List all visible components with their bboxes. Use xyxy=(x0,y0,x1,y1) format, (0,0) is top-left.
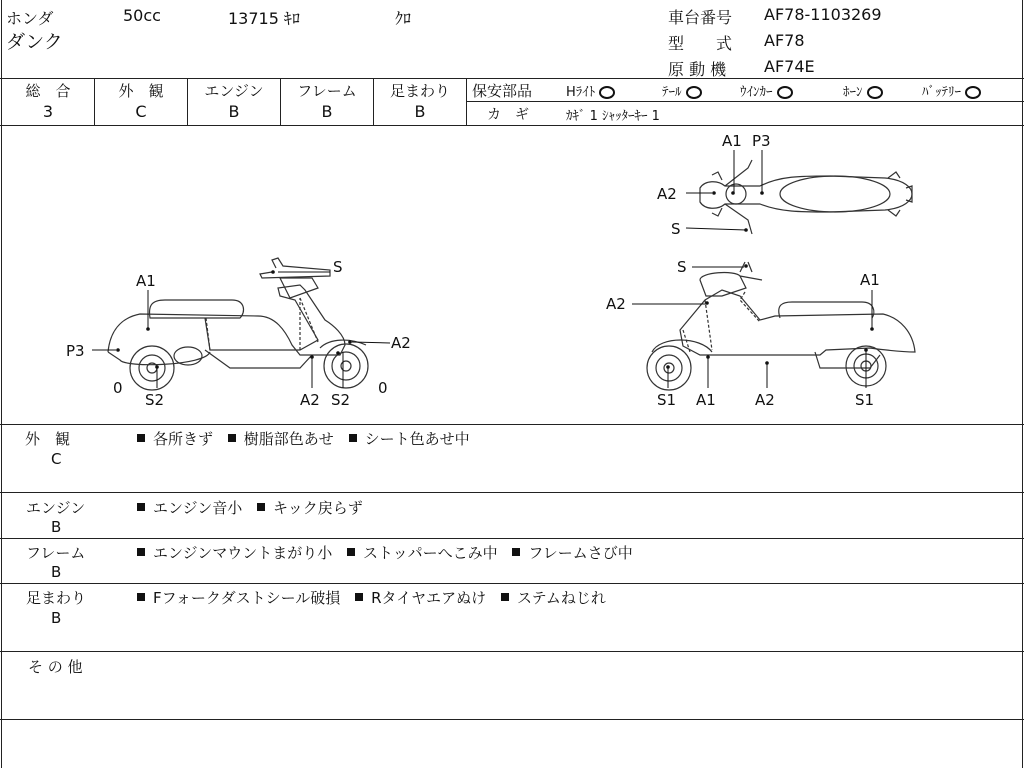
note-list xyxy=(137,587,616,608)
safety-item-horn: ﾎｰﾝ xyxy=(843,81,883,100)
marker-label: S2 xyxy=(145,391,165,409)
marker-label: A1 xyxy=(696,391,716,409)
divider xyxy=(0,583,1024,584)
marker-label: A2 xyxy=(391,334,411,352)
marker-label: 0 xyxy=(113,379,123,397)
check-circle-icon xyxy=(686,86,702,99)
marker-label: P3 xyxy=(66,342,85,360)
note-item: フレームさび中 xyxy=(512,544,632,562)
marker-label: S xyxy=(671,220,681,238)
note-item: キック戻らず xyxy=(257,499,363,517)
mileage: 13715 ｷﾛ xyxy=(228,9,300,28)
note-item: エンジン音小 xyxy=(137,499,242,517)
key-value: ｶｷﾞ 1 ｼｬｯﾀｰｷｰ 1 xyxy=(566,109,660,124)
grade-label-total: 総 合 xyxy=(25,82,71,100)
safety-item-winker: ｳｲﾝｶｰ xyxy=(740,81,793,100)
divider xyxy=(0,424,1024,425)
divider xyxy=(467,101,1024,102)
divider xyxy=(0,78,1024,79)
divider xyxy=(466,78,467,125)
grade-value-suspension: B xyxy=(414,102,426,121)
engine: AF74E xyxy=(764,57,815,76)
safety-item-tail: ﾃｰﾙ xyxy=(662,81,702,100)
type-label: 型 式 xyxy=(668,34,733,53)
note-list xyxy=(137,428,480,449)
bullet-square-icon xyxy=(137,548,145,556)
maker: ホンダ xyxy=(6,9,54,28)
grade-value-total: 3 xyxy=(42,102,54,121)
section-label: そ の 他 xyxy=(28,658,83,676)
scooter-top-view xyxy=(700,160,912,234)
grade-label-engine: エンジン xyxy=(204,82,264,100)
section-label: 足まわり xyxy=(26,589,87,607)
note-item: Fフォークダストシール破損 xyxy=(137,589,340,607)
note-item: ストッパーへこみ中 xyxy=(347,544,498,562)
bullet-square-icon xyxy=(228,434,236,442)
grade-value-frame: B xyxy=(321,102,333,121)
bullet-square-icon xyxy=(347,548,355,556)
marker-label: S xyxy=(677,258,687,276)
marker-label: A2 xyxy=(657,185,677,203)
marker-label: A2 xyxy=(755,391,775,409)
bullet-square-icon xyxy=(257,503,265,511)
grade-value-engine: B xyxy=(228,102,240,121)
engine-label: 原 動 機 xyxy=(668,60,727,79)
check-circle-icon xyxy=(965,86,981,99)
marker-label: S1 xyxy=(657,391,677,409)
marker-label: S2 xyxy=(331,391,351,409)
bullet-square-icon xyxy=(137,503,145,511)
grade-value-exterior: C xyxy=(135,102,147,121)
divider xyxy=(0,492,1024,493)
section-label: エンジン xyxy=(26,499,86,517)
damage-diagram xyxy=(0,126,1024,423)
section-grade: B xyxy=(51,563,62,581)
model-name: ダンク xyxy=(6,31,63,53)
section-grade: B xyxy=(51,518,62,536)
bullet-square-icon xyxy=(349,434,357,442)
note-item: Rタイヤエアぬけ xyxy=(355,589,486,607)
section-label: フレーム xyxy=(26,544,86,562)
check-circle-icon xyxy=(777,86,793,99)
marker-label: A2 xyxy=(606,295,626,313)
marker-label: P3 xyxy=(752,132,771,150)
note-item: シート色あせ中 xyxy=(349,430,470,448)
frame-no: AF78-1103269 xyxy=(764,5,882,24)
note-list xyxy=(137,542,643,563)
grade-label-frame: フレーム xyxy=(297,82,357,100)
grade-label-suspension: 足まわり xyxy=(389,82,450,100)
bullet-square-icon xyxy=(355,593,363,601)
marker-label: S xyxy=(333,258,343,276)
type: AF78 xyxy=(764,31,805,50)
divider xyxy=(0,719,1024,720)
section-label: 外 観 xyxy=(25,430,71,448)
bullet-square-icon xyxy=(137,593,145,601)
marker-label: 0 xyxy=(378,379,388,397)
divider xyxy=(0,651,1024,652)
grade-label-exterior: 外 観 xyxy=(118,82,164,100)
note-item: エンジンマウントまがり小 xyxy=(137,544,332,562)
key-label: カ ギ xyxy=(487,107,529,123)
marker-label: A1 xyxy=(860,271,880,289)
marker-label: A1 xyxy=(722,132,742,150)
note-item: 各所きず xyxy=(137,430,213,448)
note-item: 樹脂部色あせ xyxy=(228,430,334,448)
displacement: 50cc xyxy=(123,6,161,25)
check-circle-icon xyxy=(599,86,615,99)
note-item: ステムねじれ xyxy=(501,589,606,607)
frame-no-label: 車台番号 xyxy=(668,8,733,27)
marker-label: A1 xyxy=(136,272,156,290)
safety-label: 保安部品 xyxy=(472,82,533,100)
section-grade: B xyxy=(51,609,62,627)
safety-item-headlight: Hﾗｲﾄ xyxy=(566,81,615,100)
bullet-square-icon xyxy=(501,593,509,601)
safety-item-battery: ﾊﾞｯﾃﾘｰ xyxy=(922,81,981,100)
marker-label: S1 xyxy=(855,391,875,409)
note-list xyxy=(137,497,373,518)
section-grade: C xyxy=(51,450,62,468)
marker-label: A2 xyxy=(300,391,320,409)
bullet-square-icon xyxy=(512,548,520,556)
divider xyxy=(0,538,1024,539)
check-circle-icon xyxy=(867,86,883,99)
color: ｸﾛ xyxy=(395,9,412,28)
bullet-square-icon xyxy=(137,434,145,442)
